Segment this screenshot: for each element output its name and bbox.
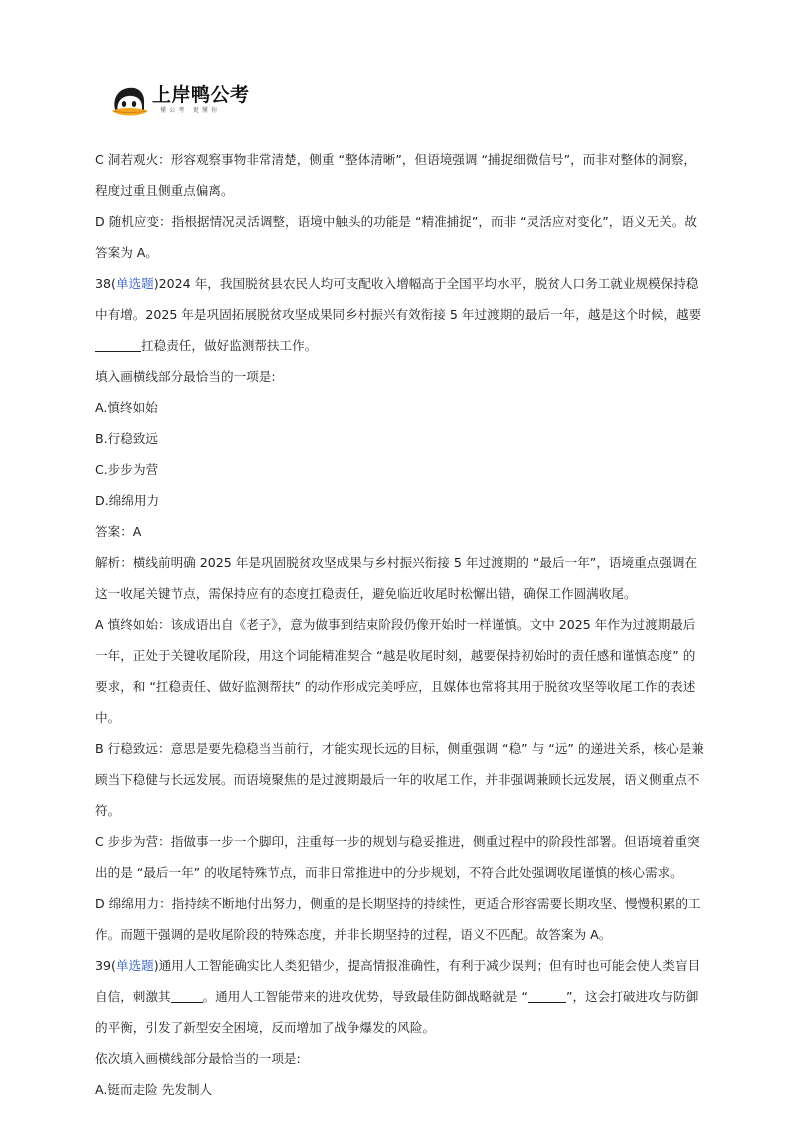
fill-blank — [171, 988, 203, 1003]
question-type-tag: 单选题 — [115, 276, 154, 291]
analysis-option-c: C 步步为营：指做事一步一个脚印，注重每一步的规划与稳妥推进，侧重过程中的阶段性部署。但语境着重突出的是 “最后一年” 的收尾特殊节点，而非日常推进中的分步规划，不符合此处强调收尾谨慎的核心需求。 — [95, 834, 700, 880]
duck-logo-icon — [110, 82, 150, 118]
question-39-stem — [95, 950, 707, 1043]
option-c: C.步步为营 — [95, 462, 159, 477]
question-38-prompt: 填入画横线部分最恰当的一项是: — [95, 369, 276, 384]
fill-blank — [528, 988, 566, 1003]
stem-text-a: )通用人工智能确实比人类犯错少，提高情报准确性，有利于减少误判；但有时也可能会使人类盲目自信，刺激其 — [95, 958, 701, 1004]
stem-text-c: ”，这会打破进攻与防御的平衡，引发了新型安全困境，反而增加了战争爆发的风险。 — [95, 989, 699, 1035]
stem-text-b: 。通用人工智能带来的进攻优势，导致最佳防御战略就是 “ — [202, 989, 528, 1004]
question-number: 38( — [95, 276, 116, 291]
option-a: A.慎终如始 — [95, 400, 158, 415]
paragraph-option-d: D 随机应变：指根据情况灵活调整，语境中触头的功能是 “精准捕捉”，而非 “灵活应对变化”，语义无关。故答案为 A。 — [95, 214, 697, 260]
question-38-stem — [95, 268, 707, 361]
stem-text-a: )2024 年，我国脱贫县农民人均可支配收入增幅高于全国平均水平，脱贫人口务工就业规模保持稳中有增。2025 年是巩固拓展脱贫攻坚成果同乡村振兴有效衔接 5 年过渡期的最后一年，越是这个时候，越要 — [95, 276, 702, 322]
question-39-prompt: 依次填入画横线部分最恰当的一项是: — [95, 1051, 301, 1066]
brand-logo — [110, 80, 260, 120]
analysis-intro: 解析：横线前明确 2025 年是巩固脱贫攻坚成果与乡村振兴衔接 5 年过渡期的 “最后一年”，语境重点强调在这一收尾关键节点，需保持应有的态度扛稳责任，避免临近收尾时松懈出错，确保工作圆满收尾。 — [95, 555, 698, 601]
logo-title: 上岸鸭公考 — [152, 84, 250, 106]
analysis-option-b: B 行稳致远：意思是要先稳稳当当前行，才能实现长远的目标，侧重强调 “稳” 与 “远” 的递进关系，核心是兼顾当下稳健与长远发展。而语境聚焦的是过渡期最后一年的收尾工作，并非强调兼顾长远发展，语义侧重点不符。 — [95, 741, 704, 818]
analysis-option-d: D 绵绵用力：指持续不断地付出努力，侧重的是长期坚持的持续性，更适合形容需要长期攻坚、慢慢积累的工作。而题干强调的是收尾阶段的特殊态度，并非长期坚持的过程，语义不匹配。故答案为 A。 — [95, 896, 701, 942]
document-body — [95, 144, 707, 1105]
question-type-tag: 单选题 — [115, 958, 154, 973]
answer-line: 答案：A — [95, 524, 142, 539]
stem-text-b: 扛稳责任，做好监测帮扶工作。 — [141, 338, 318, 353]
fill-blank — [95, 337, 141, 352]
logo-subtitle: 懂公考 更懂你 — [160, 107, 221, 114]
option-b: B.行稳致远 — [95, 431, 159, 446]
question-number: 39( — [95, 958, 116, 973]
paragraph-option-c: C 洞若观火：形容观察事物非常清楚，侧重 “整体清晰”，但语境强调 “捕捉细微信号”，而非对整体的洞察，程度过重且侧重点偏离。 — [95, 152, 697, 198]
option-d: D.绵绵用力 — [95, 493, 160, 508]
analysis-option-a: A 慎终如始：该成语出自《老子》，意为做事到结束阶段仍像开始时一样谨慎。文中 2025 年作为过渡期最后一年，正处于关键收尾阶段，用这个词能精准契合 “越是收尾时刻，越要保持初始时的责任感和谨慎态度” 的要求，和 “扛稳责任、做好监测帮扶” 的动作形成完美呼应，且媒体也常将其用于脱贫攻坚等收尾工作的表述中。 — [95, 617, 696, 725]
option-a: A.铤而走险 先发制人 — [95, 1082, 213, 1097]
